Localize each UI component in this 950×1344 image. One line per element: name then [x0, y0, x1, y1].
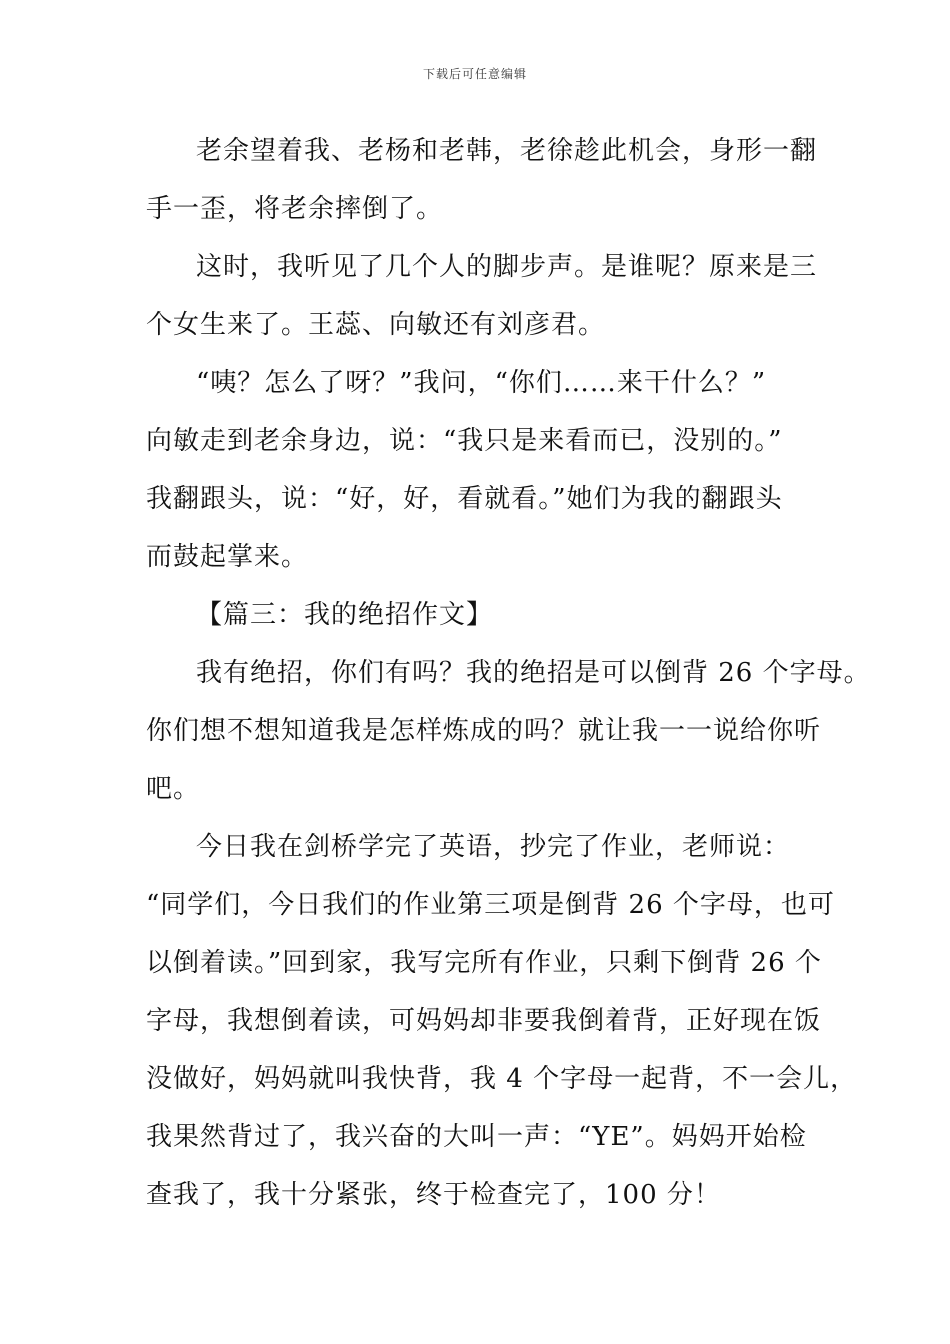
paragraph-line: 这时，我听见了几个人的脚步声。是谁呢？原来是三	[196, 252, 818, 282]
paragraph-line: 字母，我想倒着读，可妈妈却非要我倒着背，正好现在饭	[146, 1006, 822, 1036]
paragraph-line: 吧。	[146, 774, 201, 804]
paragraph-line: 手一歪，将老余摔倒了。	[146, 194, 444, 224]
page-header-note: 下载后可任意编辑	[422, 67, 527, 81]
document-body	[146, 122, 871, 1224]
paragraph-line: 以倒着读。”回到家，我写完所有作业，只剩下倒背 26 个	[146, 948, 822, 978]
paragraph-line: 我果然背过了，我兴奋的大叫一声：“YE”。妈妈开始检	[146, 1122, 807, 1152]
paragraph-line: 向敏走到老余身边，说：“我只是来看而已，没别的。”	[146, 426, 783, 456]
paragraph-line: “咦？怎么了呀？”我问，“你们……来干什么？”	[196, 368, 767, 398]
paragraph-line: 我有绝招，你们有吗？我的绝招是可以倒背 26 个字母。	[196, 658, 871, 688]
paragraph-line: “同学们，今日我们的作业第三项是倒背 26 个字母，也可	[146, 890, 835, 920]
section-heading: 【篇三：我的绝招作文】	[196, 600, 494, 630]
paragraph-line: 而鼓起掌来。	[146, 542, 309, 572]
paragraph-line: 我翻跟头，说：“好，好，看就看。”她们为我的翻跟头	[146, 484, 783, 514]
paragraph-line: 你们想不想知道我是怎样炼成的吗？就让我一一说给你听	[146, 716, 822, 746]
paragraph-line: 没做好，妈妈就叫我快背，我 4 个字母一起背，不一会儿，	[146, 1064, 858, 1094]
paragraph-line: 老余望着我、老杨和老韩，老徐趁此机会，身形一翻	[196, 136, 818, 166]
paragraph-line: 个女生来了。王蕊、向敏还有刘彦君。	[146, 310, 606, 340]
paragraph-line: 今日我在剑桥学完了英语，抄完了作业，老师说：	[196, 832, 791, 862]
paragraph-line: 查我了，我十分紧张，终于检查完了，100 分！	[146, 1180, 721, 1210]
